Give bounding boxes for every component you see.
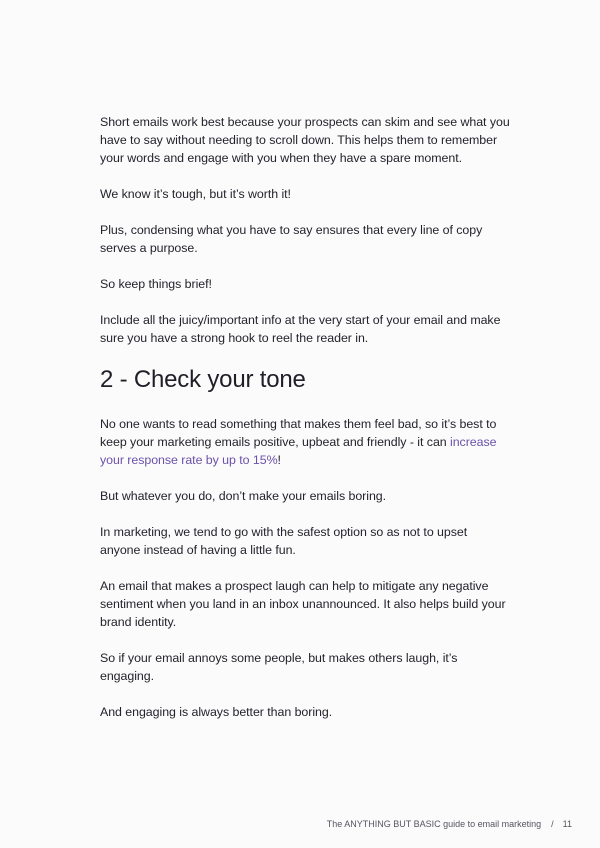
paragraph-safest-option: In marketing, we tend to go with the safest option so as not to upset anyone instead of having a little fun. <box>100 525 468 557</box>
page-content <box>100 113 510 739</box>
page-number: 11 <box>562 819 572 829</box>
paragraph-annoys-some: So if your email annoys some people, but makes others laugh, it’s engaging. <box>100 651 458 683</box>
footer-separator: / <box>551 819 554 829</box>
paragraph-short-emails: Short emails work best because your prospects can skim and see what you have to say without needing to scroll down. This helps them to remember your words and engage with you when they have a spare moment. <box>100 115 510 165</box>
section-heading: 2 - Check your tone <box>100 366 306 393</box>
paragraph-not-boring: But whatever you do, don’t make your emails boring. <box>100 489 387 503</box>
response-rate-link[interactable]: increase your response rate by up to 15% <box>100 435 497 467</box>
paragraph-tone-intro <box>100 415 510 469</box>
paragraph-include-info: Include all the juicy/important info at the very start of your email and make sure you have a strong hook to reel the reader in. <box>100 313 501 345</box>
paragraph-worth-it: We know it’s tough, but it’s worth it! <box>100 187 291 201</box>
page-footer <box>327 818 572 830</box>
tone-intro-text: No one wants to read something that makes them feel bad, so it’s best to keep your marketing emails positive, upbeat and friendly - it can <box>100 417 497 449</box>
tone-intro-end: ! <box>277 453 281 467</box>
paragraph-condensing: Plus, condensing what you have to say ensures that every line of copy serves a purpose. <box>100 223 483 255</box>
paragraph-engaging-better: And engaging is always better than boring. <box>100 705 333 719</box>
footer-guide-title: The ANYTHING BUT BASIC guide to email marketing <box>326 819 542 829</box>
paragraph-keep-brief: So keep things brief! <box>100 277 212 291</box>
paragraph-prospect-laugh: An email that makes a prospect laugh can help to mitigate any negative sentiment when you land in an inbox unannounced. It also helps build your brand identity. <box>100 579 506 629</box>
